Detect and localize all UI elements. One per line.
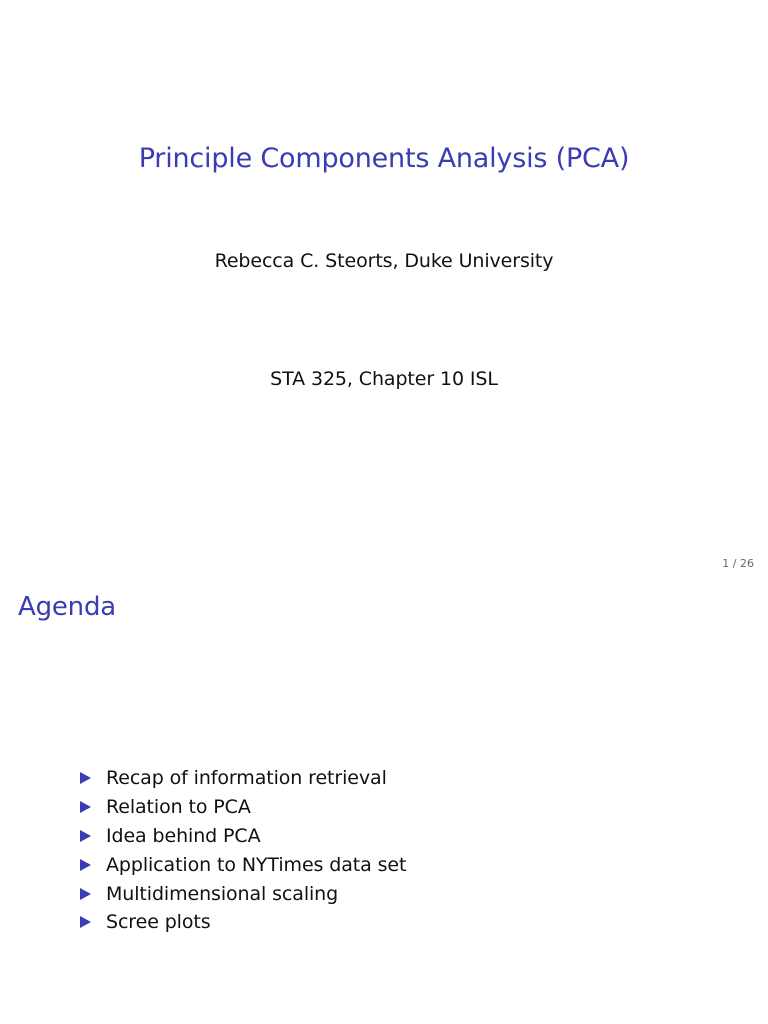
agenda-item-label: Multidimensional scaling (106, 882, 339, 905)
triangle-bullet-icon (80, 888, 91, 900)
agenda-item (80, 764, 406, 793)
agenda-item-label: Idea behind PCA (106, 824, 261, 847)
agenda-item (80, 822, 406, 851)
agenda-slide (0, 580, 768, 1024)
triangle-bullet-icon (80, 772, 91, 784)
agenda-item (80, 793, 406, 822)
agenda-item-label: Recap of information retrieval (106, 767, 387, 790)
agenda-item-label: Scree plots (106, 911, 211, 934)
agenda-item-label: Application to NYTimes data set (106, 853, 407, 876)
agenda-item (80, 879, 406, 908)
triangle-bullet-icon (80, 859, 91, 871)
triangle-bullet-icon (80, 830, 91, 842)
agenda-title: Agenda (18, 592, 117, 622)
presentation-title: Principle Components Analysis (PCA) (138, 143, 630, 174)
agenda-item (80, 850, 406, 879)
page-number: 1 / 26 (722, 557, 754, 570)
agenda-list (80, 764, 406, 937)
triangle-bullet-icon (80, 801, 91, 813)
agenda-item (80, 908, 406, 937)
agenda-item-label: Relation to PCA (106, 796, 251, 819)
course-line: STA 325, Chapter 10 ISL (270, 368, 498, 390)
author-line: Rebecca C. Steorts, Duke University (214, 250, 554, 272)
triangle-bullet-icon (80, 916, 91, 928)
